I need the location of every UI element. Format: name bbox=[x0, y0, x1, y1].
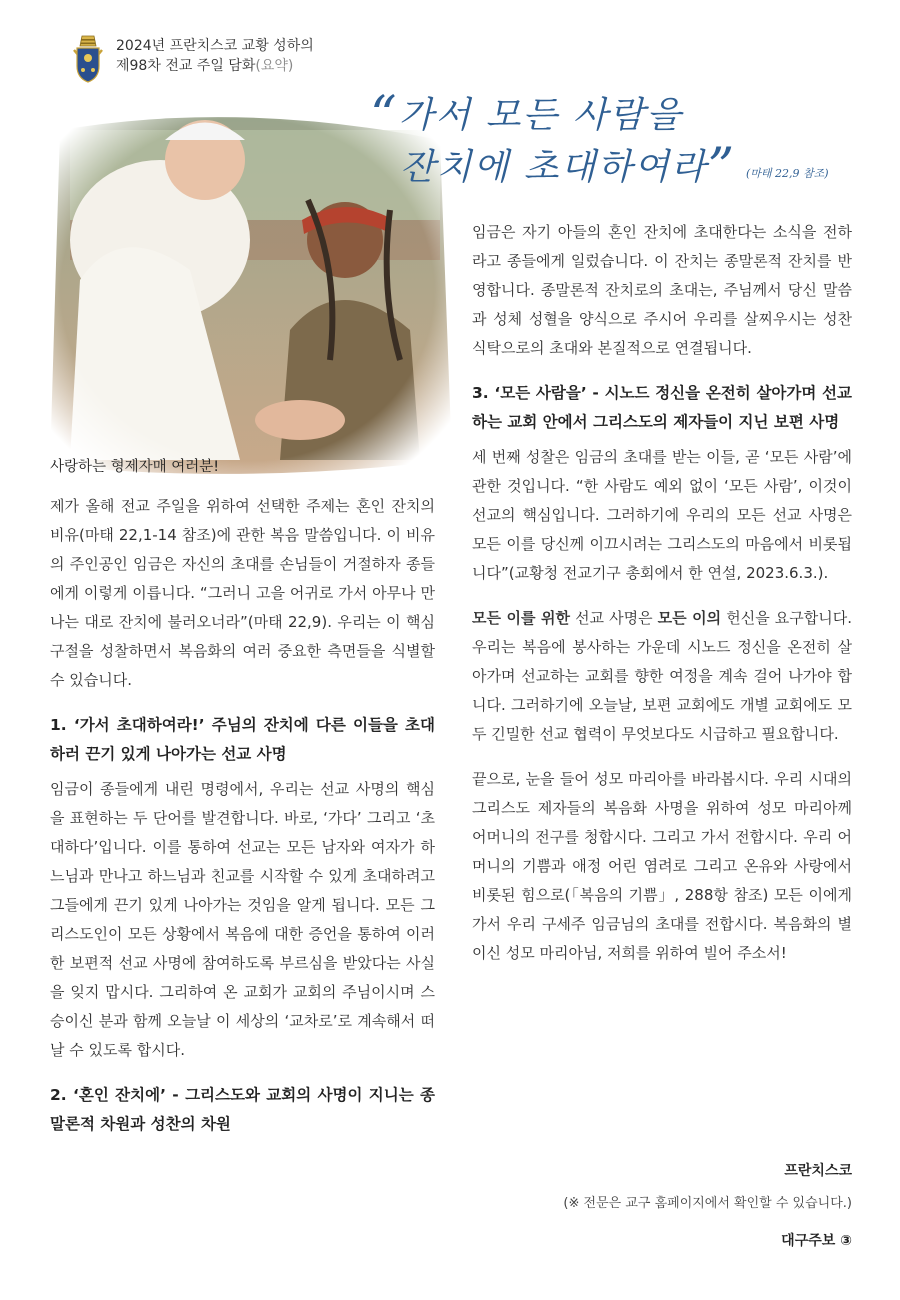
header-text bbox=[116, 36, 416, 76]
mission-rest: 헌신을 요구합니다. 우리는 복음에 봉사하는 가운데 시노드 정신을 온전히 살아가며 선교하는 교회를 향한 여정을 계속 걸어 나가야 합니다. 그러하기에 오늘날, 보편 교회에도 개별 교회에도 모두 긴밀한 선교 협력이 무엇보다도 시급하고 필요합니다. bbox=[472, 609, 853, 743]
greeting: 사랑하는 형제자매 여러분! bbox=[50, 459, 220, 475]
page-footer: 대구주보 ③ bbox=[781, 1233, 852, 1249]
title-line1-text: 가서 모든 사람을 bbox=[398, 95, 683, 136]
bold-phrase-2: 모든 이의 bbox=[657, 609, 722, 627]
title-citation: (마태 22,9 참조) bbox=[746, 167, 829, 180]
open-quote: “ bbox=[370, 86, 399, 146]
section2-heading: 2. ‘혼인 잔치에’ - 그리스도와 교회의 사명이 지니는 종말론적 차원과 성찬의 차원 bbox=[50, 1086, 435, 1133]
mission-mid: 선교 사명은 bbox=[570, 609, 658, 627]
papal-coat-of-arms-icon bbox=[70, 32, 106, 84]
section3-body: 세 번째 성찰은 임금의 초대를 받는 이들, 곧 ‘모든 사람’에 관한 것입니다. “한 사람도 예외 없이 ‘모든 사람’, 이것이 선교의 핵심입니다. 그러하기에 우리의 모든 선교 사명은 모든 이를 당신께 이끄시려는 그리스도의 마음에서 비롯됩니다”(교황청 전교기구 총회에서 한 연설, 2023.6.3.). bbox=[472, 448, 852, 582]
header-line2-suffix: (요약) bbox=[255, 58, 294, 74]
header-line2-main: 제98차 전교 주일 담화 bbox=[116, 58, 256, 74]
section1-body: 임금이 종들에게 내린 명령에서, 우리는 선교 사명의 핵심을 표현하는 두 단어를 발견합니다. 바로, ‘가다’ 그리고 ‘초대하다’입니다. 이를 통하여 선교는 모든 남자와 여자가 하느님과 만나고 하느님과 친교를 시작할 수 있게 초대하려고 그들에게 끈기 있게 나아가는 것임을 알게 됩니다. 모든 그리스도인이 모든 상황에서 복음에 대한 증언을 통하여 이러한 보편적 선교 사명에 참여하도록 부르심을 받았다는 사실을 잊지 맙시다. 그리하여 온 교회가 교회의 주님이시며 스승이신 분과 함께 오늘날 이 세상의 ‘교차로’로 계속해서 떠날 수 있도록 합시다. bbox=[50, 780, 435, 1059]
section3-heading: 3. ‘모든 사람을’ - 시노드 정신을 온전히 살아가며 선교하는 교회 안에서 그리스도의 제자들이 지닌 보편 사명 bbox=[472, 384, 852, 431]
header-line1: 2024년 프란치스코 교황 성하의 bbox=[116, 38, 314, 54]
signature: 프란치스코 bbox=[784, 1163, 852, 1179]
homepage-note: (※ 전문은 교구 홈페이지에서 확인할 수 있습니다.) bbox=[563, 1196, 852, 1211]
title-line1 bbox=[350, 86, 870, 146]
close-quote: ” bbox=[707, 138, 737, 198]
closing-paragraph: 끝으로, 눈을 들어 성모 마리아를 바라봅시다. 우리 시대의 그리스도 제자들의 복음화 사명을 위하여 성모 마리아께 어머니의 전구를 청합시다. 그리고 가서 전합시다. 우리 어머니의 기쁨과 애정 어린 염려로 그리고 온유와 사랑에서 비롯된 힘으로(「복음의 기쁨」, 288항 참조) 모든 이에게 가서 우리 구세주 임금님의 초대를 전합시다. 복음화의 별이신 성모 마리아님, 저희를 위하여 빌어 주소서! bbox=[472, 770, 852, 962]
intro-paragraph: 제가 올해 전교 주일을 위하여 선택한 주제는 혼인 잔치의 비유(마태 22,1-14 참조)에 관한 복음 말씀입니다. 이 비유의 주인공인 임금은 자신의 초대를 손님들이 거절하자 종들에게 이렇게 이릅니다. “그러니 고을 어귀로 가서 아무나 만나는 대로 잔치에 불러오너라”(마태 22,9). 우리는 이 핵심 구절을 성찰하면서 복음화의 여러 중요한 측면들을 식별할 수 있습니다. bbox=[50, 497, 435, 689]
section2-body: 임금은 자기 아들의 혼인 잔치에 초대한다는 소식을 전하라고 종들에게 일렀습니다. 이 잔치는 종말론적 잔치를 반영합니다. 종말론적 잔치로의 초대는, 주님께서 당신 말씀과 성체 성혈을 양식으로 주시어 우리를 살찌우시는 성찬 식탁으로의 초대와 본질적으로 연결됩니다. bbox=[472, 223, 852, 357]
right-column bbox=[472, 218, 852, 968]
mission-paragraph bbox=[472, 604, 852, 749]
title-line2-text: 잔치에 초대하여라 bbox=[400, 147, 708, 188]
bold-phrase-1: 모든 이를 위한 bbox=[472, 609, 570, 627]
header-line2 bbox=[116, 56, 416, 76]
section1-heading: 1. ‘가서 초대하여라!’ 주님의 잔치에 다른 이들을 초대하러 끈기 있게 나아가는 선교 사명 bbox=[50, 716, 435, 763]
left-column bbox=[50, 492, 435, 1139]
